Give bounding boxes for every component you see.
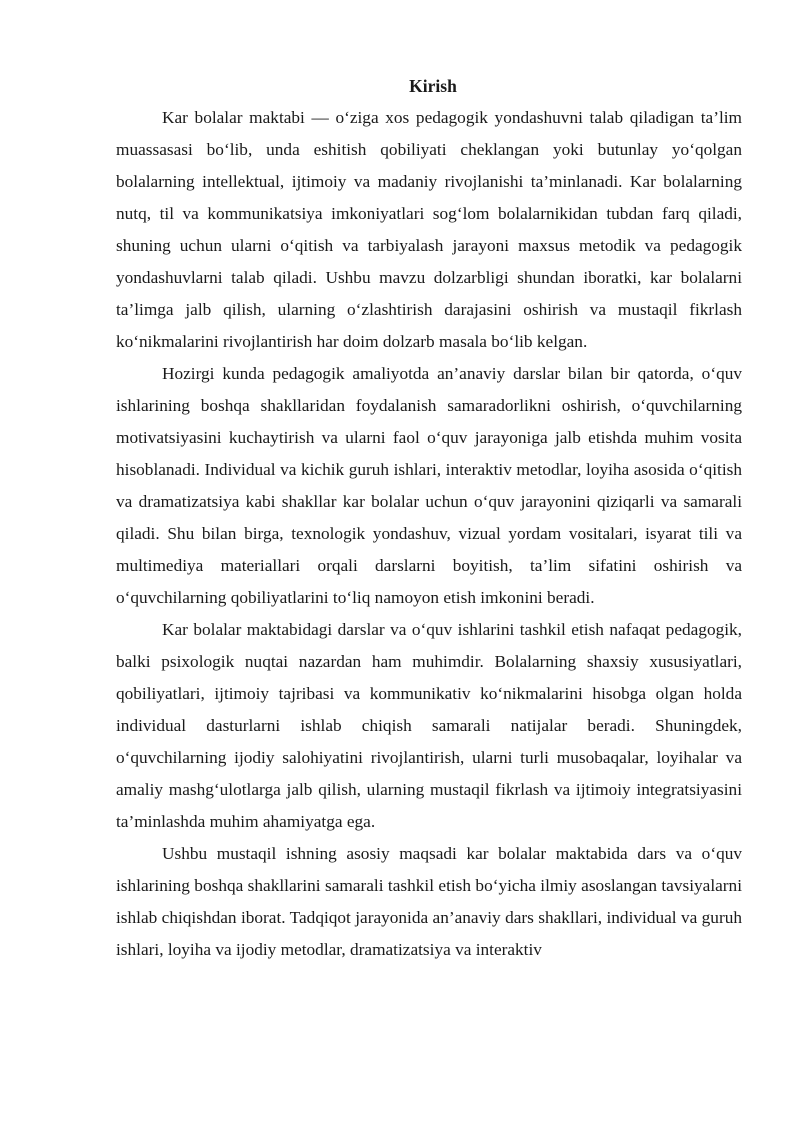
page-title: Kirish [409,76,457,96]
paragraph-4: Ushbu mustaqil ishning asosiy maqsadi kar bolalar maktabida dars va o‘quv ishlarining boshqa shakllarini samarali tashkil etish bo‘yicha ilmiy asoslangan tavsiyalarni ishlab chiqishdan iborat. Tadqiqot jarayonida an’anaviy dars shakllari, individual va guruh ishlari, loyiha va ijodiy metodlar, dramatizatsiya va interaktiv [116,844,742,959]
paragraph-3: Kar bolalar maktabidagi darslar va o‘quv ishlarini tashkil etish nafaqat pedagogik, balki psixologik nuqtai nazardan ham muhimdir. Bolalarning shaxsiy xususiyatlari, qobiliyatlari, ijtimoiy tajribasi va kommunikativ ko‘nikmalarini hisobga olgan holda individual dasturlarni ishlab chiqish samarali natijalar beradi. Shuningdek, o‘quvchilarning ijodiy salohiyatini rivojlantirish, ularni turli musobaqalar, loyihalar va amaliy mashg‘ulotlarga jalb qilish, ularning mustaqil fikrlash va ijtimoiy integratsiyasini ta’minlashda muhim ahamiyatga ega. [116,620,742,831]
paragraph-1: Kar bolalar maktabi — o‘ziga xos pedagogik yondashuvni talab qiladigan ta’lim muassasasi bo‘lib, unda eshitish qobiliyati cheklangan yoki butunlay yo‘qolgan bolalarning intellektual, ijtimoiy va madaniy rivojlanishi ta’minlanadi. Kar bolalarning nutq, til va kommunikatsiya imkoniyatlari sog‘lom bolalarnikidan tubdan farq qiladi, shuning uchun ularni o‘qitish va tarbiyalash jarayoni maxsus metodik va pedagogik yondashuvlarni talab qiladi. Ushbu mavzu dolzarbligi shundan iboratki, kar bolalarni ta’limga jalb qilish, ularning o‘zlashtirish darajasini oshirish va mustaqil fikrlash ko‘nikmalarini rivojlantirish har doim dolzarb masala bo‘lib kelgan. [116,108,742,351]
paragraph-2: Hozirgi kunda pedagogik amaliyotda an’anaviy darslar bilan bir qatorda, o‘quv ishlarining boshqa shakllaridan foydalanish samaradorlikni oshirish, o‘quvchilarning motivatsiyasini kuchaytirish va ularni faol o‘quv jarayoniga jalb etishda muhim vosita hisoblanadi. Individual va kichik guruh ishlari, interaktiv metodlar, loyiha asosida o‘qitish va dramatizatsiya kabi shakllar kar bolalar uchun o‘quv jarayonini qiziqarli va samarali qiladi. Shu bilan birga, texnologik yondashuv, vizual yordam vositalari, isyarat tili va multimediya materiallari orqali darslarni boyitish, ta’lim sifatini oshirish va o‘quvchilarning qobiliyatlarini to‘liq namoyon etish imkonini beradi. [116,364,742,607]
